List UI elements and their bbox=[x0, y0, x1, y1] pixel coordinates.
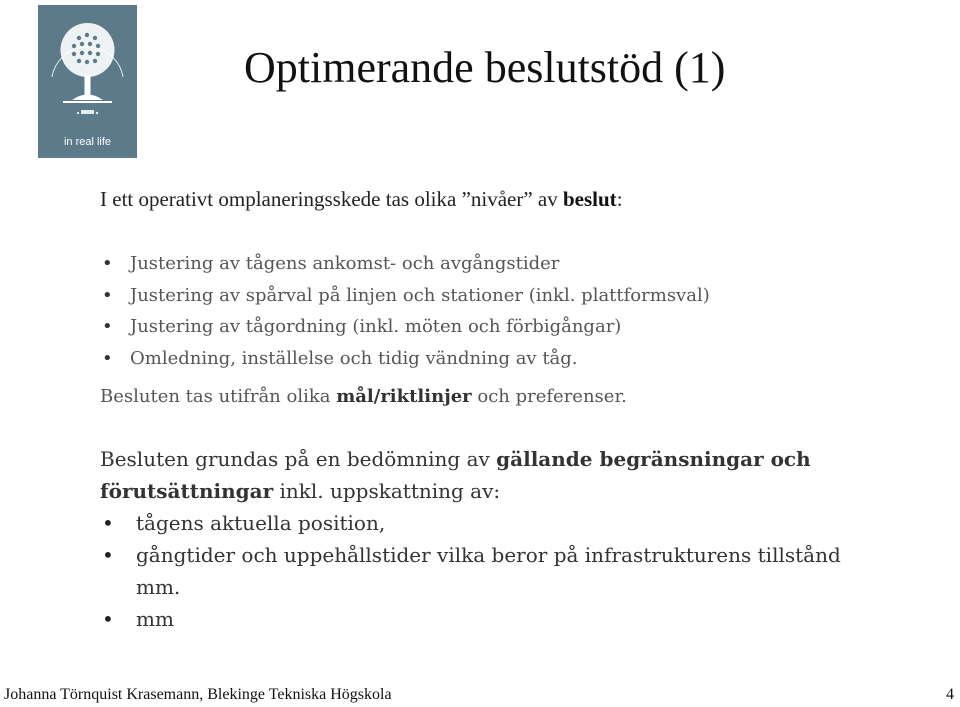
decisions-tail: och preferenser. bbox=[471, 386, 627, 407]
decisions-text: Besluten tas utifrån olika bbox=[100, 386, 337, 407]
list-item: • Omledning, inställelse och tidig vändning av tåg. bbox=[100, 343, 940, 375]
logo-tagline: in real life bbox=[63, 136, 112, 148]
basis-tail: inkl. uppskattning av: bbox=[273, 479, 501, 503]
slide-title: Optimerande beslutstöd (1) bbox=[244, 43, 726, 92]
intro-text: I ett operativt omplaneringsskede tas olika ”nivåer” av bbox=[100, 187, 563, 211]
list-item: • mm bbox=[100, 603, 880, 635]
decisions-paragraph bbox=[100, 381, 940, 413]
intro-paragraph bbox=[100, 184, 940, 214]
intro-tail: : bbox=[616, 187, 623, 211]
page-number: 4 bbox=[946, 686, 954, 703]
list-item: • Justering av tågordning (inkl. möten och förbigångar) bbox=[100, 311, 940, 343]
list-item: • Justering av tågens ankomst- och avgångstider bbox=[100, 248, 940, 280]
basis-paragraph bbox=[100, 443, 880, 507]
university-logo bbox=[38, 5, 137, 158]
estimates-list bbox=[100, 507, 880, 635]
slide-body bbox=[100, 184, 940, 635]
decision-levels-list bbox=[100, 248, 940, 374]
decisions-bold: mål/riktlinjer bbox=[336, 386, 472, 407]
list-item: • Justering av spårval på linjen och stationer (inkl. plattformsval) bbox=[100, 280, 940, 312]
intro-bold: beslut bbox=[563, 187, 617, 211]
basis-text: Besluten grundas på en bedömning av bbox=[100, 447, 497, 471]
tree-emblem-icon bbox=[38, 5, 137, 135]
list-item: • tågens aktuella position, bbox=[100, 507, 880, 539]
list-item: • gångtider och uppehållstider vilka beror på infrastrukturens tillstånd mm. bbox=[100, 539, 880, 603]
footer-author: Johanna Törnquist Krasemann, Blekinge Tekniska Högskola bbox=[4, 686, 392, 703]
basis-bold: gällande begränsningar och förutsättningar bbox=[100, 447, 811, 503]
